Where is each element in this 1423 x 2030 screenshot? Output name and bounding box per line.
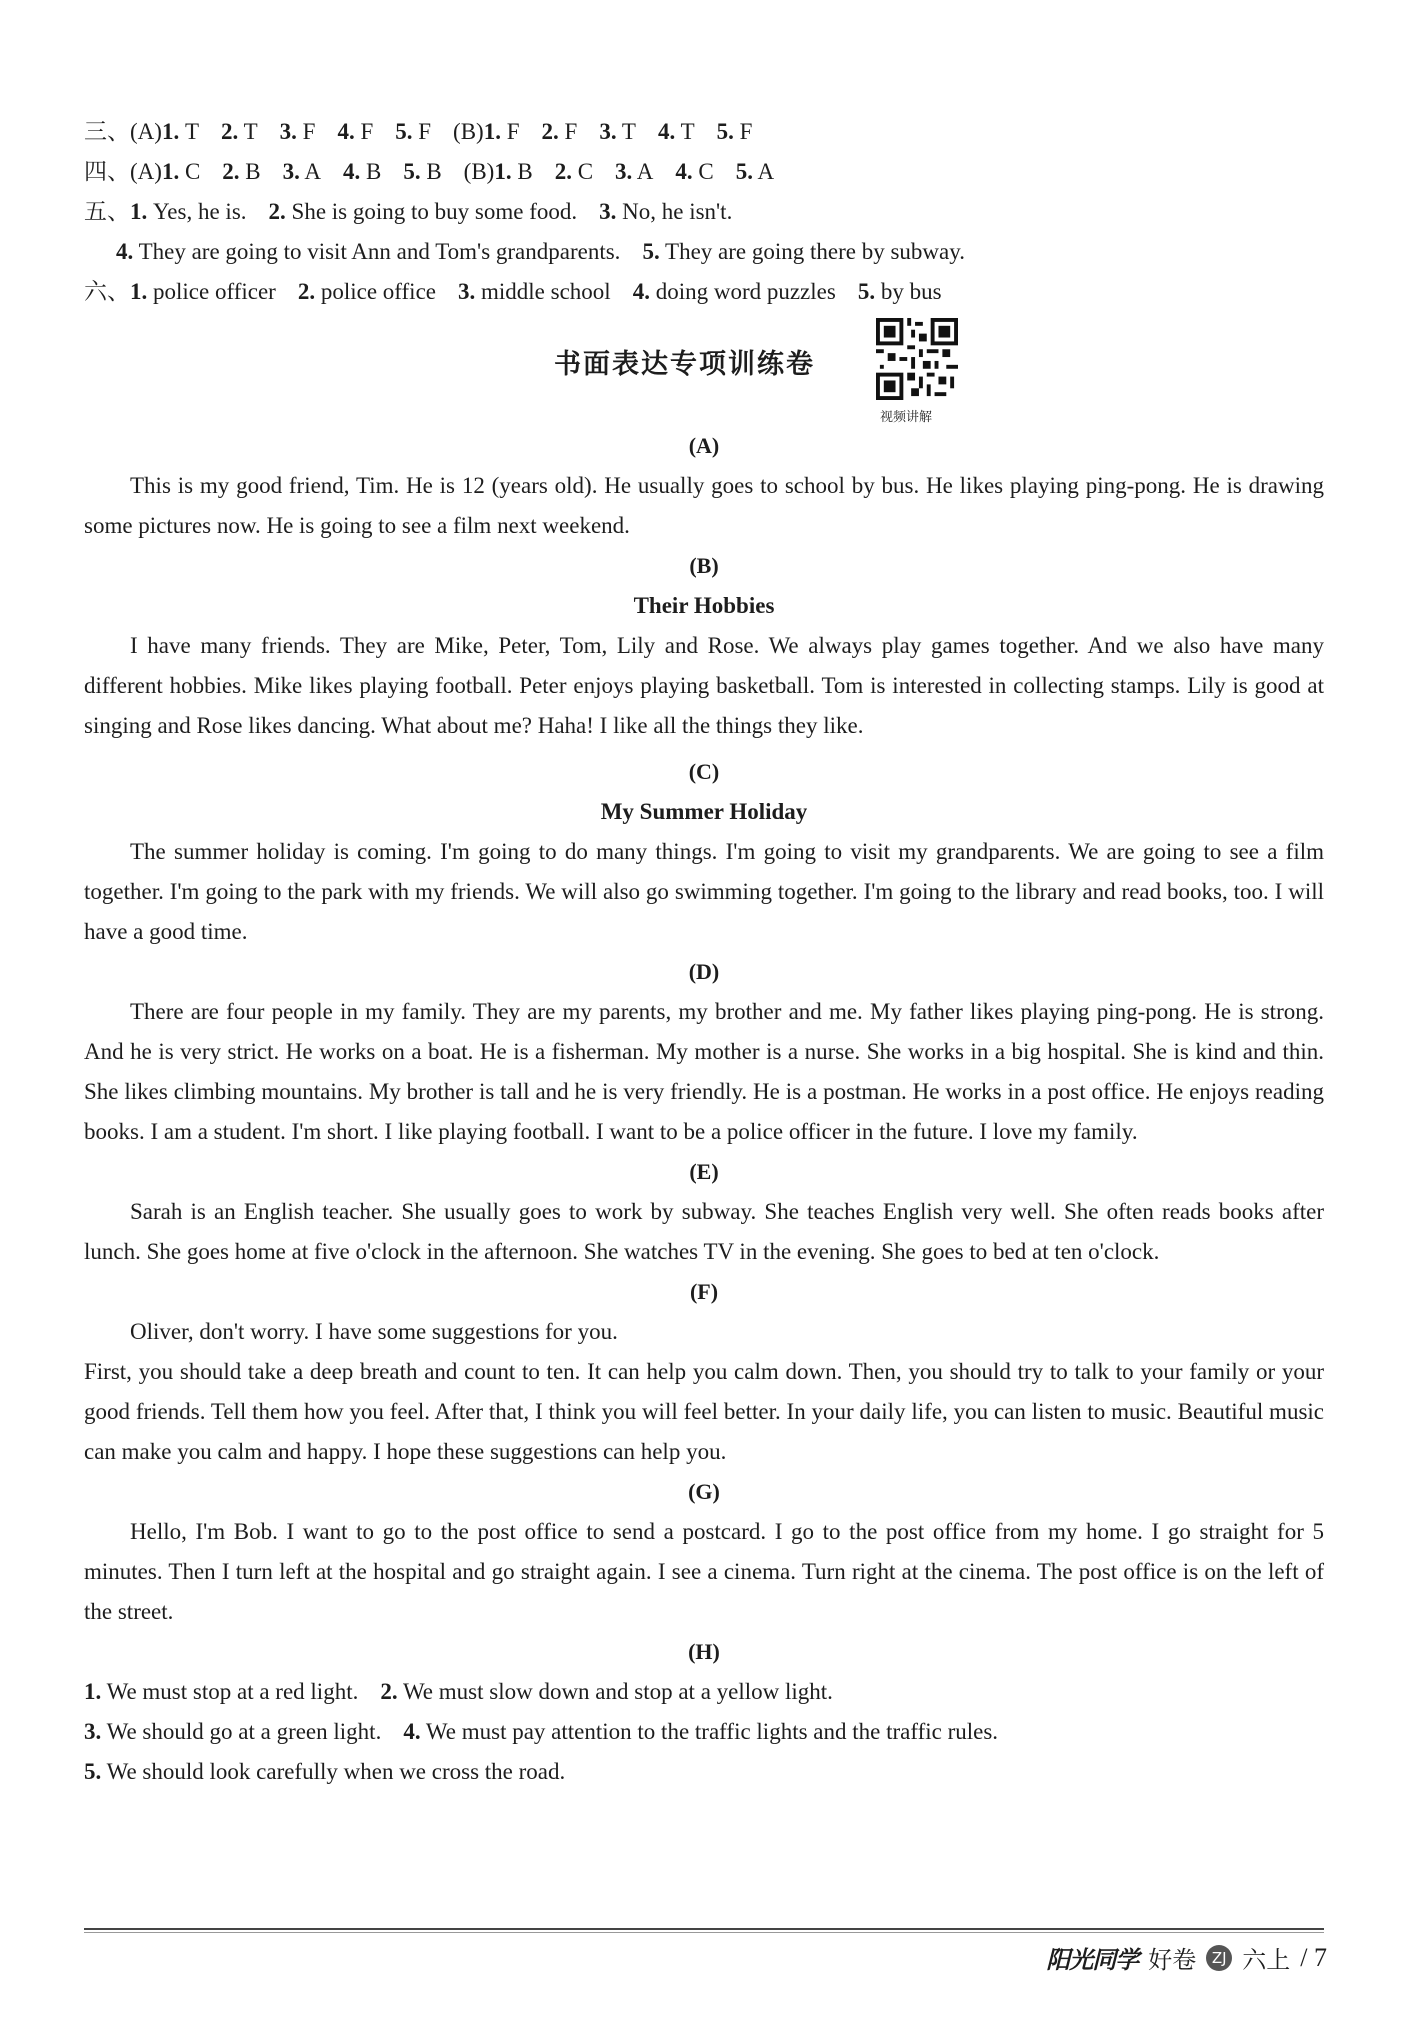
answer-value: F (360, 119, 374, 144)
answer-value: F (564, 119, 578, 144)
essay-paragraph: Hello, I'm Bob. I want to go to the post office to send a postcard. I go to the post office from my home. I go straight for 5 minutes. Then I turn left at the hospital and go straight again. I see a cinema. Turn right at the cinema. The post office is on the left of the street. (84, 1519, 1324, 1624)
answer-value: police office (320, 279, 436, 304)
answer-row-wu: 五、1. Yes, he is. 2. She is going to buy some food. 3. No, he isn't. (84, 199, 733, 224)
page-footer (1046, 1940, 1327, 1975)
page-content (84, 112, 1324, 1792)
answer-value: doing word puzzles (655, 279, 836, 304)
answer-value: F (506, 119, 520, 144)
answer-label: 五、 (84, 199, 130, 224)
answer-value: B (426, 159, 442, 184)
answer-row-liu: 六、1. police officer 2. police office 3. middle school 4. doing word puzzles 5. by bus (84, 279, 942, 304)
list-item-text: We must stop at a red light. (106, 1679, 359, 1704)
essay-paragraph: The summer holiday is coming. I'm going to do many things. I'm going to visit my grandparents. We are going to see a film together. I'm going to the park with my friends. We will also go swimming together. I'm going to the library and read books, too. I will have a good time. (84, 839, 1324, 944)
answer-value: No, he isn't. (622, 199, 733, 224)
answer-value: C (184, 159, 201, 184)
list-item: 3. We should go at a green light. 4. We must pay attention to the traffic lights and the traffic rules. (84, 1719, 999, 1744)
answer-row-wu-cont: 4. They are going to visit Ann and Tom's grandparents. 5. They are going there by subway. (116, 239, 965, 264)
answer-value: They are going to visit Ann and Tom's grandparents. (138, 239, 621, 264)
list-item-text: We should go at a green light. (106, 1719, 382, 1744)
list-item-text: We should look carefully when we cross the road. (106, 1759, 566, 1784)
section-header (84, 318, 1324, 426)
edition-badge: ZJ (1206, 1945, 1232, 1971)
answer-label: 六、 (84, 279, 130, 304)
answer-row-si: 四、(A)1. C 2. B 3. A 4. B 5. B (B)1. B 2. C 3. A 4. C 5. A (84, 159, 775, 184)
answer-row-san: 三、(A)1. T 2. T 3. F 4. F 5. F (B)1. F 2. F 3. T 4. T 5. F (84, 119, 753, 144)
essay-label-e: (E) (689, 1159, 719, 1184)
list-item-text: We must pay attention to the traffic lights and the traffic rules. (425, 1719, 999, 1744)
answer-value: T (184, 119, 199, 144)
essay-paragraph: I have many friends. They are Mike, Peter, Tom, Lily and Rose. We always play games together. And we also have many different hobbies. Mike likes playing football. Peter enjoys playing basketball. Tom is interested in collecting stamps. Lily is good at singing and Rose likes dancing. What about me? Haha! I like all the things they like. (84, 633, 1324, 738)
answer-value: police officer (153, 279, 276, 304)
answer-value: B (245, 159, 261, 184)
essay-paragraph: Sarah is an English teacher. She usually goes to work by subway. She teaches English very well. She often reads books after lunch. She goes home at five o'clock in the afternoon. She watches TV in the evening. She goes to bed at ten o'clock. (84, 1199, 1324, 1264)
answer-label: 三、(A) (84, 119, 162, 144)
essay-paragraph: There are four people in my family. They are my parents, my brother and me. My father likes playing ping-pong. He is strong. And he is very strict. He works on a boat. He is a fisherman. My mother is a nurse. She works in a big hospital. She is kind and thin. She likes climbing mountains. My brother is tall and he is very friendly. He is a postman. He works in a post office. He enjoys reading books. I am a student. I'm short. I like playing football. I want to be a police officer in the future. I love my family. (84, 999, 1324, 1144)
essay-label-b: (B) (689, 553, 719, 578)
answer-value: Yes, he is. (153, 199, 247, 224)
essay-paragraph: Oliver, don't worry. I have some suggestions for you. (130, 1319, 618, 1344)
essay-title: My Summer Holiday (600, 799, 808, 824)
answer-value: B (517, 159, 533, 184)
answer-value: A (636, 159, 654, 184)
essay-paragraph: This is my good friend, Tim. He is 12 (years old). He usually goes to school by bus. He likes playing ping-pong. He is drawing some pictures now. He is going to see a film next weekend. (84, 473, 1324, 538)
essay-paragraph: First, you should take a deep breath and count to ten. It can help you calm down. Then, you should try to talk to your family or your good friends. Tell them how you feel. After that, I think you will feel better. In your daily life, you can listen to music. Beautiful music can make you calm and happy. I hope these suggestions can help you. (84, 1359, 1324, 1464)
footer-divider-thin (84, 1932, 1324, 1933)
list-item: 1. We must stop at a red light. 2. We must slow down and stop at a yellow light. (84, 1679, 833, 1704)
answer-value: T (243, 119, 258, 144)
essay-title: Their Hobbies (633, 593, 775, 618)
answer-value: A (304, 159, 321, 184)
essay-label-f: (F) (689, 1279, 719, 1304)
essay-label-g: (G) (688, 1479, 720, 1504)
answer-value: They are going there by subway. (665, 239, 965, 264)
answer-label: (B) (463, 159, 495, 184)
essay-label-c: (C) (688, 759, 720, 784)
answer-label: (B) (453, 119, 484, 144)
footer-divider (84, 1928, 1324, 1930)
page-number: / 7 (1300, 1942, 1327, 1972)
essay-label-a: (A) (688, 433, 720, 458)
answer-label: 四、(A) (84, 159, 162, 184)
answer-value: C (698, 159, 714, 184)
answer-value: middle school (481, 279, 611, 304)
grade-label: 六上 (1242, 1946, 1291, 1974)
answer-value: She is going to buy some food. (291, 199, 578, 224)
essay-label-d: (D) (688, 959, 720, 984)
list-item-text: We must slow down and stop at a yellow light. (402, 1679, 833, 1704)
answer-value: T (680, 119, 695, 144)
answer-value: by bus (880, 279, 942, 304)
section-title: 书面表达专项训练卷 (554, 349, 815, 380)
answer-value: F (302, 119, 316, 144)
answer-value: A (757, 159, 775, 184)
answer-value: F (418, 119, 432, 144)
qr-code-icon[interactable] (876, 318, 958, 400)
qr-caption: 视频讲解 (880, 410, 933, 425)
answer-value: C (577, 159, 594, 184)
brand-logo: 阳光同学 (1046, 1946, 1139, 1974)
answer-value: B (365, 159, 382, 184)
essay-label-h: (H) (688, 1639, 720, 1664)
list-item: 5. We should look carefully when we cross the road. (84, 1759, 566, 1784)
book-name: 好卷 (1148, 1946, 1197, 1974)
answer-value: T (621, 119, 636, 144)
answer-value: F (739, 119, 753, 144)
